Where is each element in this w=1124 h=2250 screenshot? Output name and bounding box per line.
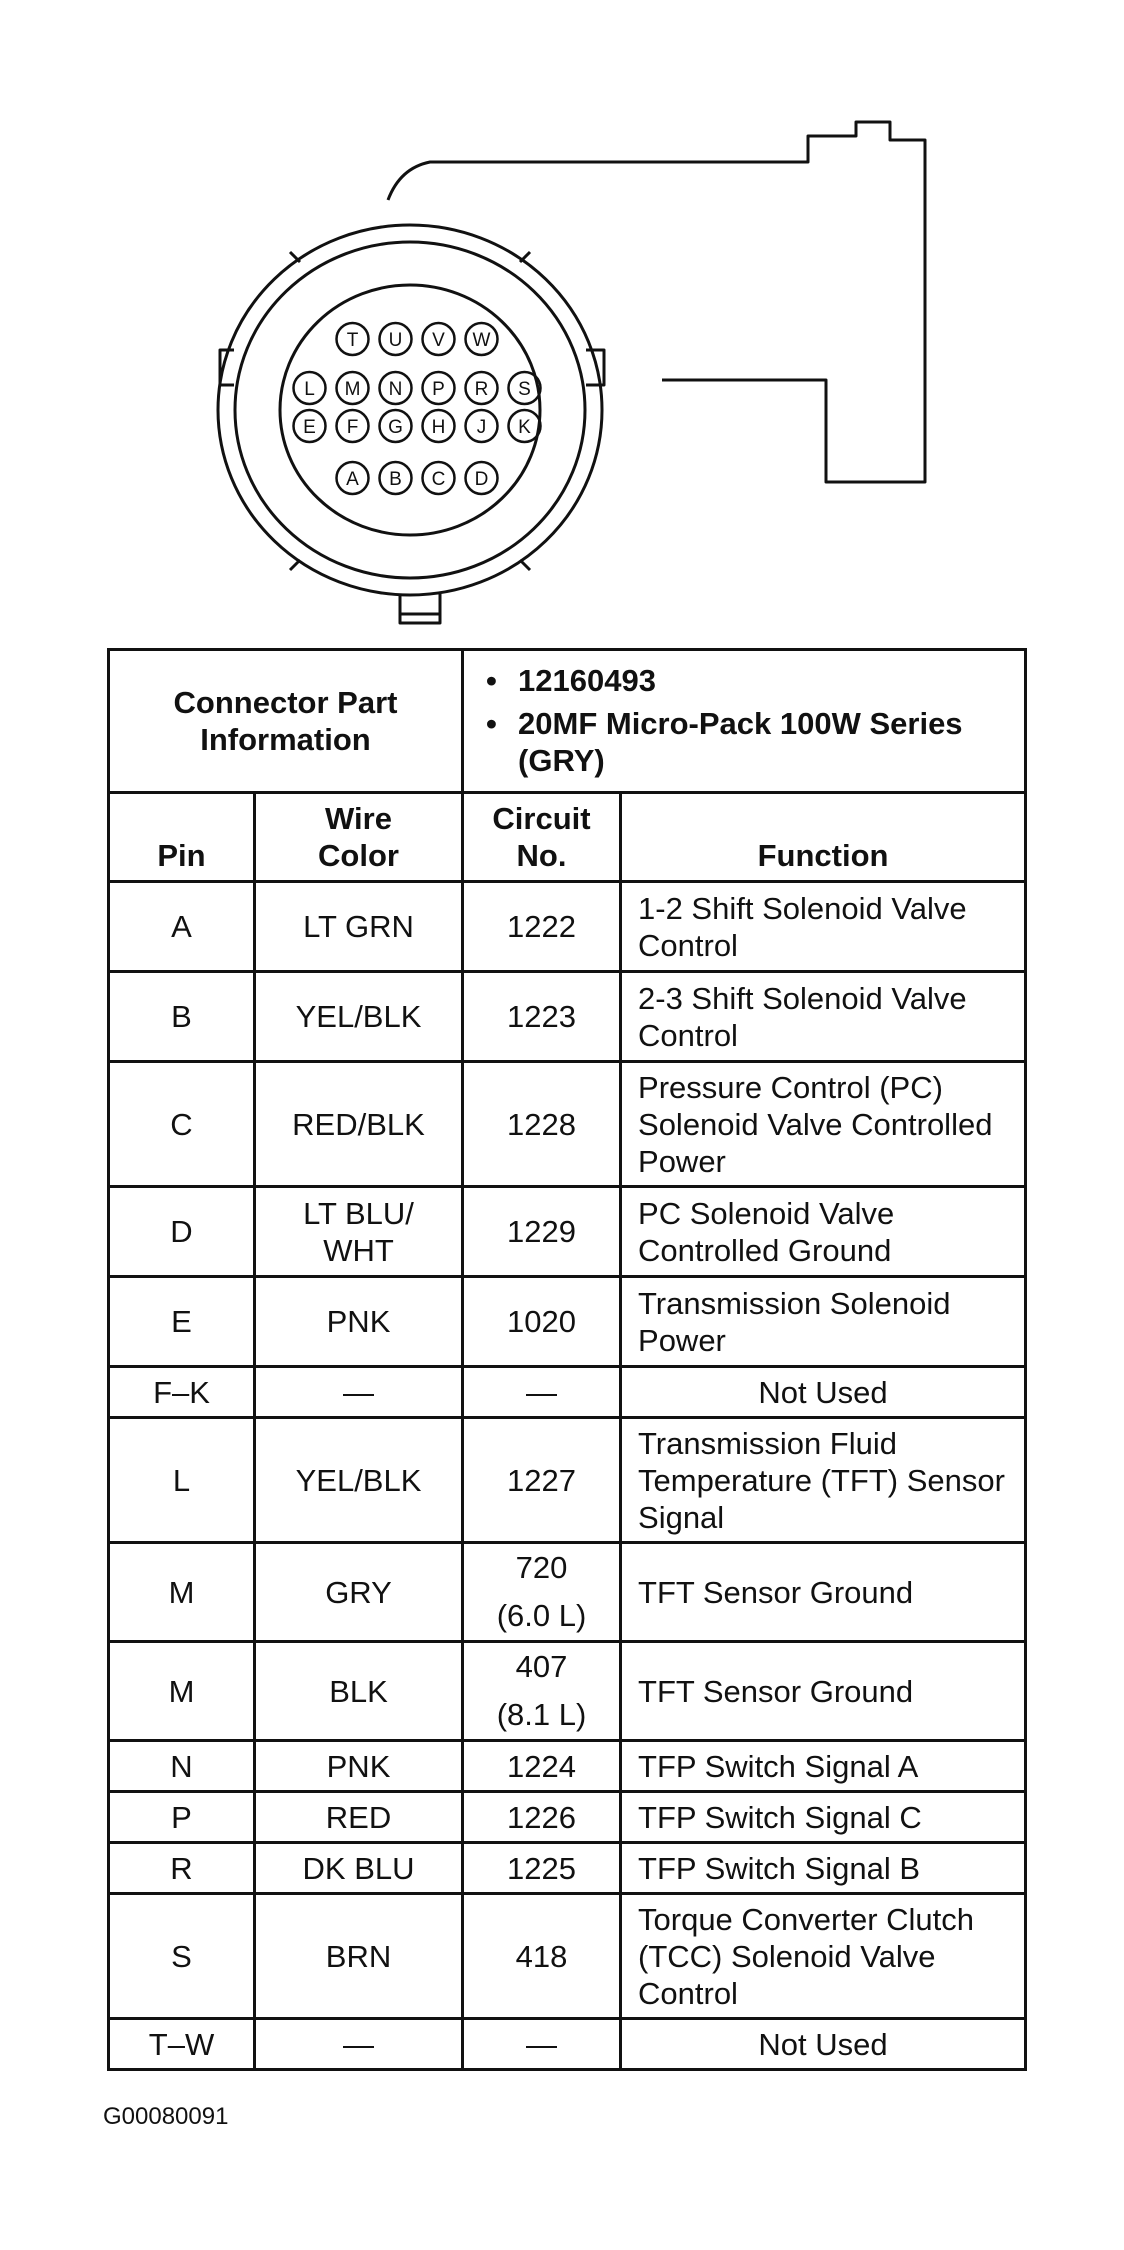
function-cell: TFP Switch Signal B xyxy=(621,1843,1026,1894)
circuit-cell: 418 xyxy=(463,1894,621,2019)
pin-label: T xyxy=(346,330,359,351)
table-row xyxy=(109,1894,1026,2019)
circuit-number: 407 xyxy=(515,1649,568,1684)
circuit-cell: 1224 xyxy=(463,1741,621,1792)
table-row xyxy=(109,1062,1026,1187)
pin-label: C xyxy=(431,469,446,490)
function-cell: Transmission Fluid Temperature (TFT) Sensor Signal xyxy=(621,1418,1026,1543)
table-row xyxy=(109,1187,1026,1277)
table-row xyxy=(109,1543,1026,1642)
connector-right-latch xyxy=(586,350,604,385)
connector-pin-face xyxy=(280,285,540,535)
pin-cell: D xyxy=(109,1187,255,1277)
pin-cell: M xyxy=(109,1642,255,1741)
circuit-cell: 1226 xyxy=(463,1792,621,1843)
pin-cell: B xyxy=(109,972,255,1062)
header-circuit-line2: No. xyxy=(516,838,567,873)
connector-lead-outline xyxy=(388,122,925,482)
header-circuit-line1: Circuit xyxy=(492,801,591,836)
table-row xyxy=(109,882,1026,972)
function-cell: TFT Sensor Ground xyxy=(621,1642,1026,1741)
pin-label: J xyxy=(476,417,487,438)
pin-cell: N xyxy=(109,1741,255,1792)
pin-label: E xyxy=(303,417,316,438)
wire-color-cell: PNK xyxy=(255,1277,463,1367)
pin-label: W xyxy=(472,330,491,351)
circuit-note: (6.0 L) xyxy=(496,1598,587,1633)
pin-label: U xyxy=(388,330,403,351)
function-cell: Not Used xyxy=(621,1367,1026,1418)
pin-cell: T–W xyxy=(109,2019,255,2070)
wire-color-cell: LT GRN xyxy=(255,882,463,972)
circuit-cell xyxy=(463,1543,621,1642)
table-row xyxy=(109,972,1026,1062)
header-pin xyxy=(109,793,255,882)
part-info-label-line2: Information xyxy=(200,722,371,757)
figure-id: G00080091 xyxy=(103,2103,229,2130)
pin-label: A xyxy=(346,469,359,490)
pin-label: G xyxy=(388,417,403,438)
pin-label: S xyxy=(518,379,531,400)
wire-color-cell: RED/BLK xyxy=(255,1062,463,1187)
pin-label: B xyxy=(389,469,402,490)
pin-label: D xyxy=(474,469,489,490)
function-cell: Not Used xyxy=(621,2019,1026,2070)
header-pin-text: Pin xyxy=(157,838,206,873)
pin-label: K xyxy=(518,417,531,438)
circuit-cell: 1227 xyxy=(463,1418,621,1543)
circuit-cell: — xyxy=(463,1367,621,1418)
wire-color-cell: YEL/BLK xyxy=(255,1418,463,1543)
wire-color-cell: — xyxy=(255,1367,463,1418)
header-function xyxy=(621,793,1026,882)
header-circuit xyxy=(463,793,621,882)
circuit-cell: 1228 xyxy=(463,1062,621,1187)
pin-cell: F–K xyxy=(109,1367,255,1418)
part-info-label-line1: Connector Part xyxy=(173,685,398,720)
function-cell: Transmission Solenoid Power xyxy=(621,1277,1026,1367)
part-series: 20MF Micro-Pack 100W Series (GRY) xyxy=(518,705,963,778)
pin-label: H xyxy=(431,417,446,438)
circuit-cell xyxy=(463,1642,621,1741)
table-row xyxy=(109,1741,1026,1792)
function-cell: 1-2 Shift Solenoid Valve Control xyxy=(621,882,1026,972)
pin-cell: P xyxy=(109,1792,255,1843)
header-wire-color-line2: Color xyxy=(318,838,399,873)
pin-label: P xyxy=(432,379,445,400)
connector-diagram xyxy=(0,0,1124,640)
pin-label: N xyxy=(388,379,403,400)
wire-color-cell: LT BLU/ WHT xyxy=(255,1187,463,1277)
wire-color-cell: — xyxy=(255,2019,463,2070)
circuit-cell: 1225 xyxy=(463,1843,621,1894)
pin-cell: L xyxy=(109,1418,255,1543)
function-cell: TFT Sensor Ground xyxy=(621,1543,1026,1642)
table-row xyxy=(109,1792,1026,1843)
pin-cell: C xyxy=(109,1062,255,1187)
part-number-item xyxy=(486,662,1024,699)
table-row xyxy=(109,1367,1026,1418)
pin-label: M xyxy=(344,379,361,400)
wire-color-cell: GRY xyxy=(255,1543,463,1642)
circuit-cell: 1222 xyxy=(463,882,621,972)
table-row xyxy=(109,1418,1026,1543)
bullet: • xyxy=(486,662,497,698)
pin-cell: A xyxy=(109,882,255,972)
part-number: 12160493 xyxy=(518,662,656,698)
function-cell: Torque Converter Clutch (TCC) Solenoid Valve Control xyxy=(621,1894,1026,2019)
pin-label: R xyxy=(474,379,489,400)
circuit-cell: — xyxy=(463,2019,621,2070)
part-series-item xyxy=(486,705,1024,779)
function-cell: TFP Switch Signal A xyxy=(621,1741,1026,1792)
function-cell: 2-3 Shift Solenoid Valve Control xyxy=(621,972,1026,1062)
function-cell: PC Solenoid Valve Controlled Ground xyxy=(621,1187,1026,1277)
table-row xyxy=(109,1277,1026,1367)
pin-label: V xyxy=(432,330,445,351)
wire-color-cell: BRN xyxy=(255,1894,463,2019)
circuit-note: (8.1 L) xyxy=(496,1697,587,1732)
circuit-cell: 1223 xyxy=(463,972,621,1062)
wire-color-cell: BLK xyxy=(255,1642,463,1741)
table-row xyxy=(109,1843,1026,1894)
header-wire-color xyxy=(255,793,463,882)
connector-outer-rim xyxy=(218,225,602,595)
pin-cell: E xyxy=(109,1277,255,1367)
connector-inner-rim xyxy=(235,242,585,578)
pin-label: F xyxy=(346,417,359,438)
table-row xyxy=(109,2019,1026,2070)
wire-color-cell: DK BLU xyxy=(255,1843,463,1894)
pin-cell: S xyxy=(109,1894,255,2019)
table-row xyxy=(109,1642,1026,1741)
header-wire-color-line1: Wire xyxy=(325,801,392,836)
function-cell: TFP Switch Signal C xyxy=(621,1792,1026,1843)
function-cell: Pressure Control (PC) Solenoid Valve Controlled Power xyxy=(621,1062,1026,1187)
pin-cell: M xyxy=(109,1543,255,1642)
connector-bottom-key xyxy=(400,594,440,614)
pinout-table xyxy=(107,648,1027,2071)
header-function-text: Function xyxy=(757,838,889,873)
wire-color-cell: PNK xyxy=(255,1741,463,1792)
circuit-cell: 1229 xyxy=(463,1187,621,1277)
circuit-cell: 1020 xyxy=(463,1277,621,1367)
wire-color-cell: RED xyxy=(255,1792,463,1843)
pin-cell: R xyxy=(109,1843,255,1894)
circuit-number: 720 xyxy=(515,1550,568,1585)
pin-label: L xyxy=(304,379,315,400)
wire-color-cell: YEL/BLK xyxy=(255,972,463,1062)
pin-grid xyxy=(294,323,541,494)
bullet: • xyxy=(486,705,497,741)
part-info-label xyxy=(109,650,463,793)
part-info-values xyxy=(463,650,1026,793)
